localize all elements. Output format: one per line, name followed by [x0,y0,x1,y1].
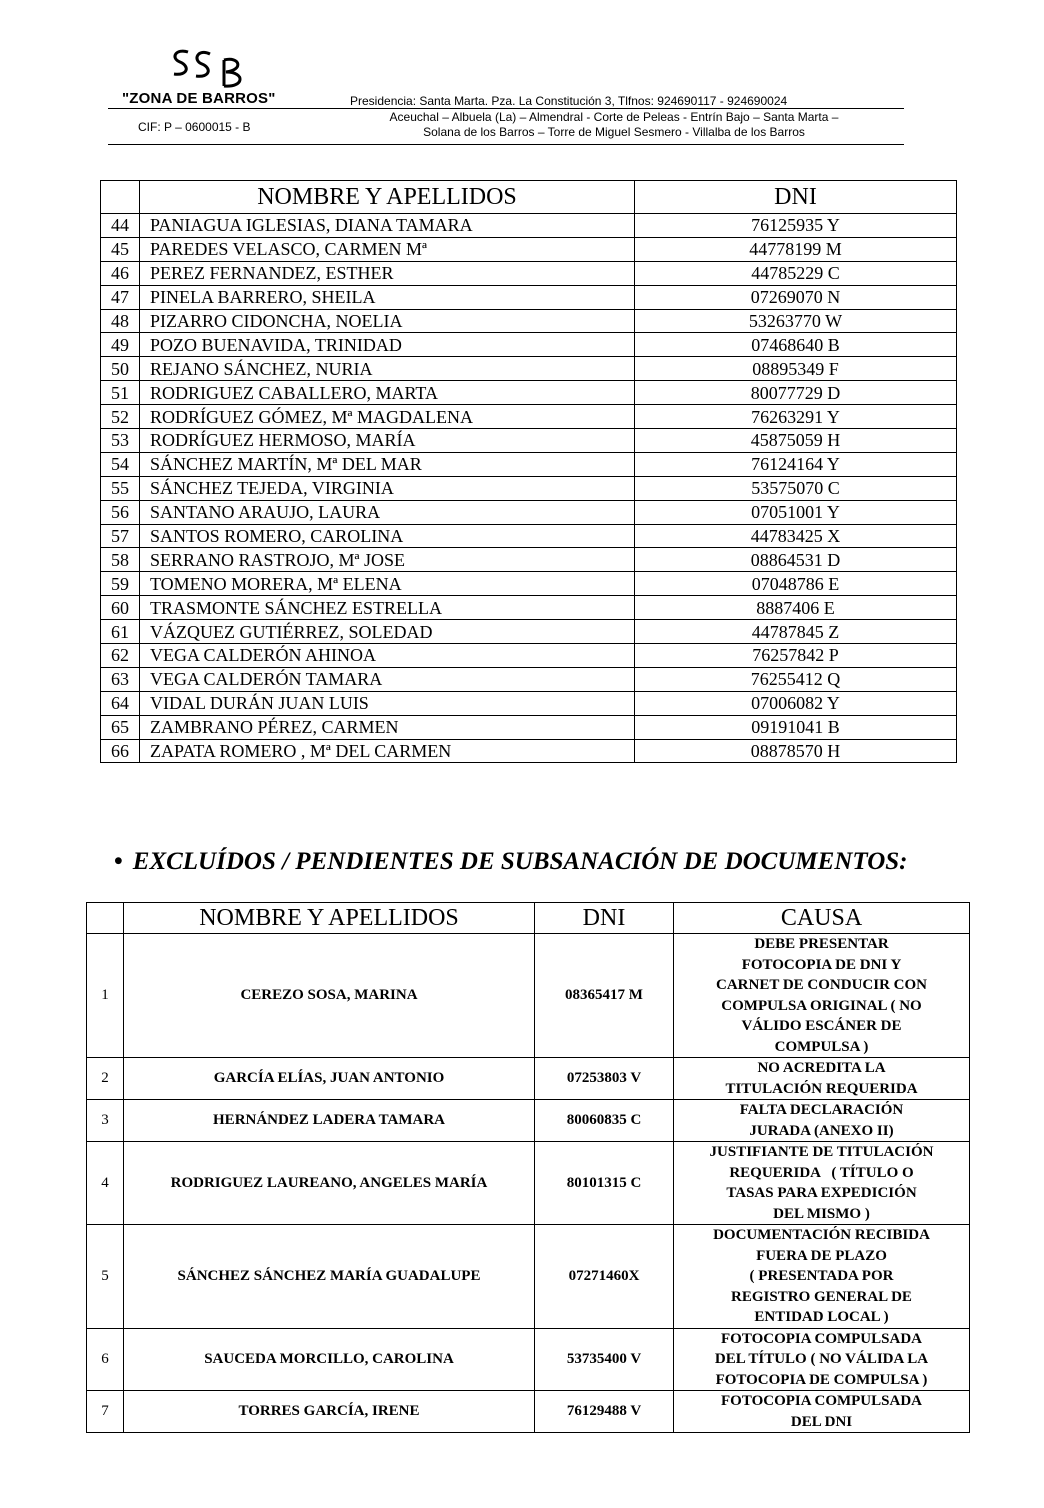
dni-value: 76263291 Y [635,405,957,429]
table-row [101,452,957,476]
table-row [87,1100,970,1142]
dni-value: 53263770 W [635,309,957,333]
num-header [87,903,124,934]
row-number: 46 [101,261,140,285]
table-row [101,548,957,572]
dni-value: 09191041 B [635,715,957,739]
row-number: 2 [87,1058,124,1100]
table-row [87,1328,970,1391]
row-number: 6 [87,1328,124,1391]
name-header: NOMBRE Y APELLIDOS [124,903,535,934]
row-number: 65 [101,715,140,739]
row-number: 44 [101,214,140,238]
dni-value: 07006082 Y [635,691,957,715]
dni-value: 80077729 D [635,381,957,405]
member-towns-line: Aceuchal – Albuela (La) – Almendral - Corte de Peleas - Entrín Bajo – Santa Marta – [389,110,839,124]
table-row [101,691,957,715]
cause-line: VÁLIDO ESCÁNER DE [741,1018,902,1034]
table-row [101,285,957,309]
person-name: VEGA CALDERÓN TAMARA [140,667,635,691]
row-number: 53 [101,429,140,453]
row-number: 55 [101,476,140,500]
exclusion-cause [674,1100,970,1142]
dni-value: 08864531 D [635,548,957,572]
cause-line: CARNET DE CONDUCIR CON [716,977,927,993]
exclusion-cause [674,934,970,1058]
dni-value: 76129488 V [535,1391,674,1433]
row-number: 45 [101,237,140,261]
dni-value: 08365417 M [535,934,674,1058]
table-row [101,596,957,620]
dni-value: 76124164 Y [635,452,957,476]
person-name: TORRES GARCÍA, IRENE [124,1391,535,1433]
dni-value: 07468640 B [635,333,957,357]
dni-value: 53735400 V [535,1328,674,1391]
person-name: CEREZO SOSA, MARINA [124,934,535,1058]
cause-line: COMPULSA ORIGINAL ( NO [721,997,922,1014]
cause-line: FOTOCOPIA COMPULSADA [721,1330,922,1347]
row-number: 62 [101,644,140,668]
dni-value: 07253803 V [535,1058,674,1100]
dni-value: 80101315 C [535,1142,674,1225]
cause-line: FALTA DECLARACIÓN [739,1102,904,1118]
dni-value: 07051001 Y [635,500,957,524]
table-row [87,1225,970,1329]
row-number: 61 [101,620,140,644]
person-name: GARCÍA ELÍAS, JUAN ANTONIO [124,1058,535,1100]
table-row [87,934,970,1058]
person-name: POZO BUENAVIDA, TRINIDAD [140,333,635,357]
cause-header: CAUSA [674,903,970,934]
cause-line: DOCUMENTACIÓN RECIBIDA [713,1227,930,1243]
row-number: 4 [87,1142,124,1225]
member-towns-line: Solana de los Barros – Torre de Miguel Sesmero - Villalba de los Barros [423,125,805,139]
person-name: TRASMONTE SÁNCHEZ ESTRELLA [140,596,635,620]
table-row [101,715,957,739]
exclusion-cause [674,1142,970,1225]
table-row [101,429,957,453]
person-name: PANIAGUA IGLESIAS, DIANA TAMARA [140,214,635,238]
row-number: 1 [87,934,124,1058]
dni-value: 07271460X [535,1225,674,1329]
row-number: 54 [101,452,140,476]
dni-value: 76257842 P [635,644,957,668]
person-name: VEGA CALDERÓN AHINOA [140,644,635,668]
cause-line: FOTOCOPIA DE DNI Y [741,956,902,973]
row-number: 5 [87,1225,124,1329]
dni-value: 44783425 X [635,524,957,548]
presidency-address: Presidencia: Santa Marta. Pza. La Constitución 3, Tlfnos: 924690117 - 924690024 [350,94,788,108]
row-number: 58 [101,548,140,572]
dni-value: 80060835 C [535,1100,674,1142]
cause-line: FOTOCOPIA DE COMPULSA ) [715,1371,928,1388]
dni-value: 76255412 Q [635,667,957,691]
cause-line: COMPULSA ) [774,1038,869,1055]
row-number: 59 [101,572,140,596]
row-number: 63 [101,667,140,691]
table-row [101,237,957,261]
row-number: 57 [101,524,140,548]
row-number: 56 [101,500,140,524]
num-header [101,181,140,214]
person-name: RODRÍGUEZ GÓMEZ, Mª MAGDALENA [140,405,635,429]
table-row [101,739,957,763]
table-row [101,476,957,500]
exclusion-cause [674,1391,970,1433]
exclusion-cause [674,1058,970,1100]
dni-value: 07048786 E [635,572,957,596]
person-name: RODRÍGUEZ HERMOSO, MARÍA [140,429,635,453]
exclusion-cause [674,1225,970,1329]
table-row [101,644,957,668]
person-name: SANTOS ROMERO, CAROLINA [140,524,635,548]
dni-value: 44785229 C [635,261,957,285]
dni-value: 45875059 H [635,429,957,453]
dni-header: DNI [535,903,674,934]
person-name: SÁNCHEZ MARTÍN, Mª DEL MAR [140,452,635,476]
dni-value: 08878570 H [635,739,957,763]
row-number: 66 [101,739,140,763]
dni-value: 08895349 F [635,357,957,381]
table-row [101,214,957,238]
table-row [101,667,957,691]
table-row [101,333,957,357]
excluded-table [86,902,970,1433]
excluded-title-text: EXCLUÍDOS / PENDIENTES DE SUBSANACIÓN DE DOCUMENTOS: [132,848,908,875]
table-row [101,381,957,405]
header-divider [108,108,904,109]
person-name: REJANO SÁNCHEZ, NURIA [140,357,635,381]
person-name: SAUCEDA MORCILLO, CAROLINA [124,1328,535,1391]
dni-value: 76125935 Y [635,214,957,238]
cause-line: JURADA (ANEXO II) [749,1122,894,1139]
row-number: 64 [101,691,140,715]
letterhead [108,44,904,146]
row-number: 51 [101,381,140,405]
cause-line: REGISTRO GENERAL DE [731,1288,912,1305]
person-name: SÁNCHEZ SÁNCHEZ MARÍA GUADALUPE [124,1225,535,1329]
cause-line: TITULACIÓN REQUERIDA [725,1080,918,1097]
dni-value: 44787845 Z [635,620,957,644]
org-name: "ZONA DE BARROS" [122,90,276,107]
row-number: 49 [101,333,140,357]
row-number: 48 [101,309,140,333]
person-name: VIDAL DURÁN JUAN LUIS [140,691,635,715]
cause-line: ( PRESENTADA POR [749,1268,894,1284]
table-header-row [87,903,970,934]
person-name: PIZARRO CIDONCHA, NOELIA [140,309,635,333]
table-row [101,405,957,429]
cause-line: DEBE PRESENTAR [754,936,889,952]
cause-line: ENTIDAD LOCAL ) [754,1309,889,1325]
header-divider [108,144,904,145]
person-name: SANTANO ARAUJO, LAURA [140,500,635,524]
row-number: 3 [87,1100,124,1142]
person-name: ZAMBRANO PÉREZ, CARMEN [140,715,635,739]
person-name: TOMENO MORERA, Mª ELENA [140,572,635,596]
person-name: ZAPATA ROMERO , Mª DEL CARMEN [140,739,635,763]
table-row [101,309,957,333]
person-name: SÁNCHEZ TEJEDA, VIRGINIA [140,476,635,500]
person-name: SERRANO RASTROJO, Mª JOSE [140,548,635,572]
cause-line: DEL MISMO ) [773,1205,870,1222]
dni-value: 44778199 M [635,237,957,261]
person-name: PAREDES VELASCO, CARMEN Mª [140,237,635,261]
table-row [101,524,957,548]
dni-header: DNI [635,181,957,214]
row-number: 60 [101,596,140,620]
table-row [101,620,957,644]
bullet-icon: • [114,848,123,875]
table-row [87,1391,970,1433]
table-row [101,572,957,596]
cause-line: JUSTIFIANTE DE TITULACIÓN [709,1144,934,1160]
cause-line: DEL DNI [790,1413,853,1430]
member-towns [330,110,898,140]
cause-line: TASAS PARA EXPEDICIÓN [726,1185,917,1201]
table-header-row [101,181,957,214]
dni-value: 53575070 C [635,476,957,500]
person-name: VÁZQUEZ GUTIÉRREZ, SOLEDAD [140,620,635,644]
person-name: PEREZ FERNANDEZ, ESTHER [140,261,635,285]
cif-number: CIF: P – 0600015 - B [138,120,251,134]
admitted-table [100,180,957,763]
row-number: 7 [87,1391,124,1433]
person-name: RODRIGUEZ CABALLERO, MARTA [140,381,635,405]
cause-line: FUERA DE PLAZO [756,1247,887,1264]
ssb-logo-icon [166,44,248,90]
cause-line: REQUERIDA ( TÍTULO O [729,1164,914,1181]
cause-line: DEL TÍTULO ( NO VÁLIDA LA [714,1351,929,1367]
person-name: RODRIGUEZ LAUREANO, ANGELES MARÍA [124,1142,535,1225]
dni-value: 07269070 N [635,285,957,309]
cause-line: NO ACREDITA LA [757,1060,886,1076]
table-row [101,261,957,285]
row-number: 47 [101,285,140,309]
person-name: HERNÁNDEZ LADERA TAMARA [124,1100,535,1142]
cause-line: FOTOCOPIA COMPULSADA [721,1393,922,1409]
table-row [101,357,957,381]
row-number: 52 [101,405,140,429]
name-header: NOMBRE Y APELLIDOS [140,181,635,214]
table-row [87,1142,970,1225]
exclusion-cause [674,1328,970,1391]
table-row [87,1058,970,1100]
excluded-section-title [114,848,907,876]
dni-value: 8887406 E [635,596,957,620]
table-row [101,500,957,524]
row-number: 50 [101,357,140,381]
person-name: PINELA BARRERO, SHEILA [140,285,635,309]
